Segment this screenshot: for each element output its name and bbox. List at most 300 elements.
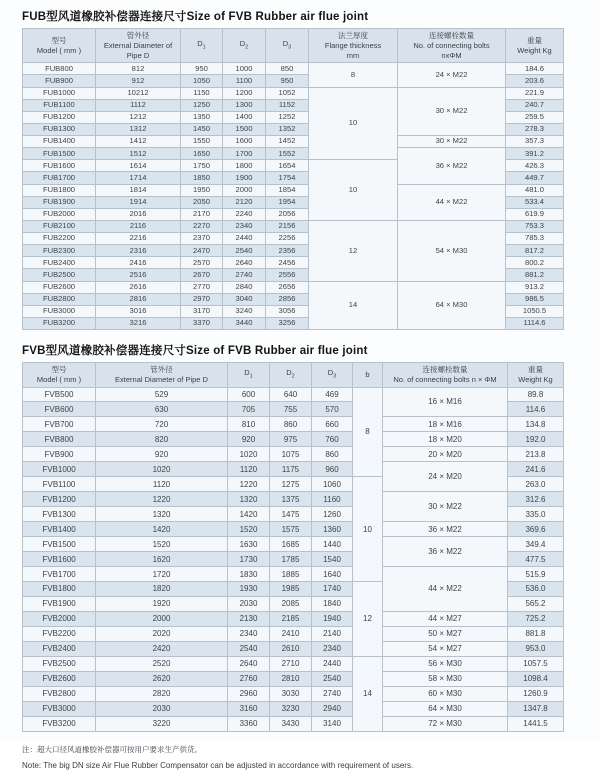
- cell-model: FVB3200: [23, 716, 96, 731]
- cell-d3: 850: [266, 63, 309, 75]
- cell-bolts-group: 56 × M30: [383, 656, 508, 671]
- cell-d3: 960: [312, 462, 353, 477]
- cell-model: FUB1900: [23, 196, 96, 208]
- cell-model: FUB1700: [23, 172, 96, 184]
- cell-ext-diameter: 1820: [96, 582, 228, 597]
- header-weight: [508, 363, 564, 388]
- cell-d2: 2340: [223, 220, 266, 232]
- cell-model: FUB1000: [23, 87, 96, 99]
- header-flange-unit: mm: [346, 50, 360, 60]
- cell-weight: 1347.8: [508, 701, 564, 716]
- cell-model: FVB2000: [23, 612, 96, 627]
- cell-ext-diameter: 1920: [96, 597, 228, 612]
- cell-ext-diameter: 1020: [96, 462, 228, 477]
- cell-weight: 449.7: [506, 172, 564, 184]
- cell-d3: 3056: [266, 305, 309, 317]
- cell-d2: 1685: [270, 537, 312, 552]
- cell-weight: 89.8: [508, 387, 564, 402]
- cell-bolts-group: 30 × M22: [398, 87, 506, 136]
- cell-weight: 357.3: [506, 136, 564, 148]
- cell-d3: 1152: [266, 99, 309, 111]
- cell-weight: 986.5: [506, 293, 564, 305]
- header-flange-thickness: [309, 29, 398, 63]
- cell-d2: 3240: [223, 305, 266, 317]
- header-model-en: Model ( mm ): [36, 45, 82, 55]
- cell-model: FVB1600: [23, 552, 96, 567]
- cell-bolts-group: 54 × M30: [398, 220, 506, 281]
- cell-d1: 1930: [228, 582, 270, 597]
- cell-ext-diameter: 2816: [96, 293, 181, 305]
- cell-d1: 810: [228, 417, 270, 432]
- cell-weight: 1441.5: [508, 716, 564, 731]
- cell-d1: 3170: [181, 305, 223, 317]
- cell-model: FUB1600: [23, 160, 96, 172]
- cell-d2: 3440: [223, 317, 266, 329]
- table-row: [23, 387, 564, 402]
- cell-weight: 481.0: [506, 184, 564, 196]
- cell-ext-diameter: 2516: [96, 269, 181, 281]
- cell-d3: 2340: [312, 641, 353, 656]
- cell-ext-diameter: 2116: [96, 220, 181, 232]
- header-model-zh: 型号: [51, 35, 67, 45]
- cell-bolts-group: 36 × M22: [383, 522, 508, 537]
- cell-weight: 913.2: [506, 281, 564, 293]
- cell-weight: 203.6: [506, 75, 564, 87]
- cell-d1: 1550: [181, 136, 223, 148]
- cell-d3: 2856: [266, 293, 309, 305]
- cell-model: FVB1400: [23, 522, 96, 537]
- cell-d1: 3370: [181, 317, 223, 329]
- cell-ext-diameter: 2316: [96, 245, 181, 257]
- cell-flange-thickness-group: 10: [309, 160, 398, 221]
- header-b-label: b: [365, 369, 370, 379]
- cell-d1: 1050: [181, 75, 223, 87]
- cell-model: FUB1400: [23, 136, 96, 148]
- cell-ext-diameter: 1412: [96, 136, 181, 148]
- cell-model: FUB3200: [23, 317, 96, 329]
- cell-weight: 619.9: [506, 208, 564, 220]
- cell-bolts-group: 24 × M20: [383, 462, 508, 492]
- cell-d3: 1352: [266, 123, 309, 135]
- cell-weight: 312.6: [508, 492, 564, 507]
- header-weight-zh: 重量: [527, 35, 542, 45]
- cell-model: FVB1200: [23, 492, 96, 507]
- cell-d2: 1475: [270, 507, 312, 522]
- header-external-diameter: [96, 363, 228, 388]
- cell-bolts-group: 44 × M27: [383, 612, 508, 627]
- cell-d1: 1450: [181, 123, 223, 135]
- header-bolts-formula: nxΦM: [441, 50, 462, 60]
- cell-model: FVB1800: [23, 582, 96, 597]
- cell-d2: 1075: [270, 447, 312, 462]
- cell-flange-thickness-group: 8: [309, 63, 398, 87]
- cell-d2: 2085: [270, 597, 312, 612]
- cell-ext-diameter: 3216: [96, 317, 181, 329]
- cell-model: FUB2100: [23, 220, 96, 232]
- cell-bolts-group: 44 × M22: [398, 184, 506, 220]
- fub-table-body: [23, 63, 564, 330]
- cell-d1: 1850: [181, 172, 223, 184]
- cell-ext-diameter: 1112: [96, 99, 181, 111]
- cell-d2: 1575: [270, 522, 312, 537]
- cell-d2: 2440: [223, 233, 266, 245]
- cell-d1: 1350: [181, 111, 223, 123]
- cell-weight: 221.9: [506, 87, 564, 99]
- cell-d2: 1300: [223, 99, 266, 111]
- fvb-table-section: [22, 342, 600, 732]
- cell-d3: 2740: [312, 686, 353, 701]
- header-d1: $D_1$: [181, 29, 223, 63]
- cell-ext-diameter: 720: [96, 417, 228, 432]
- cell-weight: 369.6: [508, 522, 564, 537]
- cell-d3: 2656: [266, 281, 309, 293]
- table-row: [23, 686, 564, 701]
- cell-ext-diameter: 1714: [96, 172, 181, 184]
- cell-d3: 2156: [266, 220, 309, 232]
- header-ext-zh: 管外径: [150, 365, 173, 374]
- cell-flange-thickness-group: 10: [309, 87, 398, 160]
- cell-model: FVB1300: [23, 507, 96, 522]
- cell-d2: 1600: [223, 136, 266, 148]
- cell-d3: 1060: [312, 477, 353, 492]
- cell-ext-diameter: 2016: [96, 208, 181, 220]
- cell-d2: 3230: [270, 701, 312, 716]
- cell-bolts-group: 64 × M30: [398, 281, 506, 330]
- cell-d2: 3040: [223, 293, 266, 305]
- cell-d3: 1360: [312, 522, 353, 537]
- cell-d1: 920: [228, 432, 270, 447]
- cell-model: FVB1100: [23, 477, 96, 492]
- cell-d1: 2770: [181, 281, 223, 293]
- table-row: [23, 641, 564, 656]
- table-row: [23, 522, 564, 537]
- fvb-table-title: FVB型风道橡胶补偿器连接尺寸Size of FVB Rubber air flue joint: [22, 345, 368, 357]
- fvb-table-body: [23, 387, 564, 731]
- cell-bolts-group: 16 × M16: [383, 387, 508, 417]
- cell-d3: 1252: [266, 111, 309, 123]
- header-weight-en: Weight Kg: [518, 374, 553, 384]
- cell-d1: 2670: [181, 269, 223, 281]
- table-row: [23, 462, 564, 477]
- cell-ext-diameter: 1120: [96, 477, 228, 492]
- table-row: [23, 716, 564, 731]
- cell-d3: 1954: [266, 196, 309, 208]
- cell-weight: 1260.9: [508, 686, 564, 701]
- cell-model: FVB3000: [23, 701, 96, 716]
- cell-d1: 1120: [228, 462, 270, 477]
- cell-ext-diameter: 2020: [96, 627, 228, 642]
- cell-ext-diameter: 1220: [96, 492, 228, 507]
- cell-weight: 817.2: [506, 245, 564, 257]
- cell-weight: 1057.5: [508, 656, 564, 671]
- cell-ext-diameter: 1620: [96, 552, 228, 567]
- cell-d1: 2970: [181, 293, 223, 305]
- cell-d3: 1854: [266, 184, 309, 196]
- cell-d1: 1220: [228, 477, 270, 492]
- table-row: [23, 671, 564, 686]
- header-model: [23, 29, 96, 63]
- cell-d3: 1260: [312, 507, 353, 522]
- table-row: [23, 701, 564, 716]
- cell-d2: 2640: [223, 257, 266, 269]
- table-row: [23, 447, 564, 462]
- cell-flange-thickness-group: 14: [309, 281, 398, 330]
- cell-d1: 2760: [228, 671, 270, 686]
- cell-weight: 192.0: [508, 432, 564, 447]
- cell-d3: 469: [312, 387, 353, 402]
- header-bolts-zh: 连接螺栓数量: [422, 365, 468, 374]
- cell-d3: 1540: [312, 552, 353, 567]
- cell-d3: 2056: [266, 208, 309, 220]
- cell-ext-diameter: 2820: [96, 686, 228, 701]
- cell-d1: 2370: [181, 233, 223, 245]
- cell-d3: 1754: [266, 172, 309, 184]
- table-row: [23, 432, 564, 447]
- cell-d3: 760: [312, 432, 353, 447]
- cell-bolts-group: 20 × M20: [383, 447, 508, 462]
- cell-weight: 1114.6: [506, 317, 564, 329]
- cell-ext-diameter: 820: [96, 432, 228, 447]
- cell-d3: 2356: [266, 245, 309, 257]
- cell-d1: 1150: [181, 87, 223, 99]
- fub-spec-table: [22, 28, 564, 330]
- cell-d1: 1020: [228, 447, 270, 462]
- header-d3: $D_3$: [312, 363, 353, 388]
- header-d3: $D_3$: [266, 29, 309, 63]
- cell-weight: 753.3: [506, 220, 564, 232]
- cell-ext-diameter: 812: [96, 63, 181, 75]
- cell-model: FVB800: [23, 432, 96, 447]
- cell-d2: 2810: [270, 671, 312, 686]
- cell-model: FVB1000: [23, 462, 96, 477]
- cell-model: FUB3000: [23, 305, 96, 317]
- cell-b-group: 14: [353, 656, 383, 731]
- table-row: [23, 627, 564, 642]
- cell-model: FUB1100: [23, 99, 96, 111]
- cell-model: FUB800: [23, 63, 96, 75]
- table-row: [23, 220, 564, 232]
- cell-bolts-group: 36 × M22: [398, 148, 506, 184]
- cell-weight: 263.0: [508, 477, 564, 492]
- cell-ext-diameter: 920: [96, 447, 228, 462]
- cell-weight: 536.0: [508, 582, 564, 597]
- table-row: [23, 612, 564, 627]
- header-model: [23, 363, 96, 388]
- cell-bolts-group: 60 × M30: [383, 686, 508, 701]
- cell-d3: 1840: [312, 597, 353, 612]
- cell-d1: 3360: [228, 716, 270, 731]
- fub-table-header: [23, 29, 564, 63]
- cell-weight: 565.2: [508, 597, 564, 612]
- cell-ext-diameter: 1614: [96, 160, 181, 172]
- cell-d3: 1052: [266, 87, 309, 99]
- cell-d3: 1940: [312, 612, 353, 627]
- cell-ext-diameter: 2416: [96, 257, 181, 269]
- cell-model: FVB1500: [23, 537, 96, 552]
- cell-ext-diameter: 3016: [96, 305, 181, 317]
- cell-model: FVB2200: [23, 627, 96, 642]
- header-model-en: Model ( mm ): [36, 374, 82, 384]
- cell-d3: 950: [266, 75, 309, 87]
- header-weight: [506, 29, 564, 63]
- cell-weight: 800.2: [506, 257, 564, 269]
- cell-d2: 1700: [223, 148, 266, 160]
- cell-d3: 1654: [266, 160, 309, 172]
- cell-ext-diameter: 2520: [96, 656, 228, 671]
- cell-d2: 2840: [223, 281, 266, 293]
- header-ext-en-2: Pipe D: [126, 50, 150, 60]
- cell-bolts-group: 64 × M30: [383, 701, 508, 716]
- cell-weight: 785.3: [506, 233, 564, 245]
- cell-weight: 533.4: [506, 196, 564, 208]
- cell-d2: 2185: [270, 612, 312, 627]
- cell-weight: 953.0: [508, 641, 564, 656]
- table-row: [23, 567, 564, 582]
- cell-d3: 1440: [312, 537, 353, 552]
- cell-model: FUB2400: [23, 257, 96, 269]
- cell-d1: 1630: [228, 537, 270, 552]
- cell-bolts-group: 50 × M27: [383, 627, 508, 642]
- table-row: [23, 87, 564, 99]
- cell-ext-diameter: 10212: [96, 87, 181, 99]
- table-row: [23, 184, 564, 196]
- cell-ext-diameter: 2216: [96, 233, 181, 245]
- cell-d2: 1985: [270, 582, 312, 597]
- cell-d1: 2270: [181, 220, 223, 232]
- cell-d3: 570: [312, 402, 353, 417]
- cell-d3: 1640: [312, 567, 353, 582]
- cell-d2: 1200: [223, 87, 266, 99]
- cell-weight: 391.2: [506, 148, 564, 160]
- cell-bolts-group: 54 × M27: [383, 641, 508, 656]
- cell-d3: 1740: [312, 582, 353, 597]
- cell-d1: 2130: [228, 612, 270, 627]
- cell-d3: 2540: [312, 671, 353, 686]
- cell-weight: 114.6: [508, 402, 564, 417]
- cell-ext-diameter: 529: [96, 387, 228, 402]
- table-row: [23, 656, 564, 671]
- header-connecting-bolts: [398, 29, 506, 63]
- cell-d3: 2940: [312, 701, 353, 716]
- cell-model: FUB1300: [23, 123, 96, 135]
- cell-ext-diameter: 3220: [96, 716, 228, 731]
- cell-b-group: 8: [353, 387, 383, 477]
- cell-d3: 2440: [312, 656, 353, 671]
- cell-model: FUB900: [23, 75, 96, 87]
- cell-weight: 477.5: [508, 552, 564, 567]
- cell-bolts-group: 36 × M22: [383, 537, 508, 567]
- cell-d1: 2170: [181, 208, 223, 220]
- cell-d1: 705: [228, 402, 270, 417]
- cell-d2: 2120: [223, 196, 266, 208]
- header-flange-zh: 法兰厚度: [338, 31, 368, 40]
- cell-ext-diameter: 2030: [96, 701, 228, 716]
- cell-d1: 1420: [228, 507, 270, 522]
- fvb-table-header: [23, 363, 564, 388]
- cell-ext-diameter: 1312: [96, 123, 181, 135]
- cell-d2: 1400: [223, 111, 266, 123]
- header-model-zh: 型号: [51, 365, 67, 374]
- cell-d2: 1885: [270, 567, 312, 582]
- header-d1: $D_1$: [228, 363, 270, 388]
- cell-model: FVB500: [23, 387, 96, 402]
- note-zh: 注：超大口径风道橡胶补偿器可按用户要求生产供货。: [22, 744, 202, 754]
- cell-d2: 755: [270, 402, 312, 417]
- cell-d3: 3140: [312, 716, 353, 731]
- cell-d1: 950: [181, 63, 223, 75]
- header-ext-en: External Diameter of Pipe D: [115, 374, 208, 384]
- header-ext-en-1: External Diameter of: [103, 40, 173, 50]
- fvb-spec-table: [22, 362, 564, 732]
- cell-d1: 2540: [228, 641, 270, 656]
- cell-bolts-group: 72 × M30: [383, 716, 508, 731]
- cell-weight: 213.8: [508, 447, 564, 462]
- cell-weight: 881.8: [508, 627, 564, 642]
- header-connecting-bolts: [383, 363, 508, 388]
- cell-b-group: 10: [353, 477, 383, 582]
- cell-d2: 2710: [270, 656, 312, 671]
- cell-model: FVB600: [23, 402, 96, 417]
- cell-d1: 1520: [228, 522, 270, 537]
- cell-d2: 1375: [270, 492, 312, 507]
- cell-model: FUB2500: [23, 269, 96, 281]
- cell-d3: 660: [312, 417, 353, 432]
- cell-model: FVB2500: [23, 656, 96, 671]
- cell-d2: 640: [270, 387, 312, 402]
- cell-bolts-group: 18 × M16: [383, 417, 508, 432]
- cell-ext-diameter: 1420: [96, 522, 228, 537]
- cell-d1: 3160: [228, 701, 270, 716]
- cell-ext-diameter: 2616: [96, 281, 181, 293]
- cell-b-group: 12: [353, 582, 383, 657]
- cell-model: FVB900: [23, 447, 96, 462]
- cell-weight: 241.6: [508, 462, 564, 477]
- cell-weight: 1098.4: [508, 671, 564, 686]
- table-row: [23, 63, 564, 75]
- cell-d2: 2410: [270, 627, 312, 642]
- header-ext-zh: 管外径: [126, 31, 150, 40]
- cell-model: FUB2300: [23, 245, 96, 257]
- cell-bolts-group: 24 × M22: [398, 63, 506, 87]
- cell-d1: 1830: [228, 567, 270, 582]
- cell-weight: 184.6: [506, 63, 564, 75]
- header-row: [23, 29, 564, 63]
- table-row: [23, 417, 564, 432]
- fub-table-section: [22, 8, 600, 330]
- header-d2: $D_2$: [270, 363, 312, 388]
- cell-model: FUB2600: [23, 281, 96, 293]
- cell-ext-diameter: 2000: [96, 612, 228, 627]
- cell-weight: 134.8: [508, 417, 564, 432]
- table-row: [23, 492, 564, 507]
- cell-weight: 278.3: [506, 123, 564, 135]
- header-flange-en: Flange thickness: [324, 40, 382, 50]
- cell-d1: 2960: [228, 686, 270, 701]
- cell-d2: 2610: [270, 641, 312, 656]
- header-d2: $D_2$: [223, 29, 266, 63]
- note-en: Note: The big DN size Air Flue Rubber Compensator can be adjusted in accordance with requirement of users.: [22, 760, 414, 770]
- cell-d1: 2340: [228, 627, 270, 642]
- cell-model: FUB1800: [23, 184, 96, 196]
- cell-d3: 2256: [266, 233, 309, 245]
- cell-d2: 1500: [223, 123, 266, 135]
- cell-model: FUB2200: [23, 233, 96, 245]
- header-row: [23, 363, 564, 388]
- cell-ext-diameter: 2420: [96, 641, 228, 656]
- cell-d1: 1250: [181, 99, 223, 111]
- cell-bolts-group: 58 × M30: [383, 671, 508, 686]
- cell-model: FVB2600: [23, 671, 96, 686]
